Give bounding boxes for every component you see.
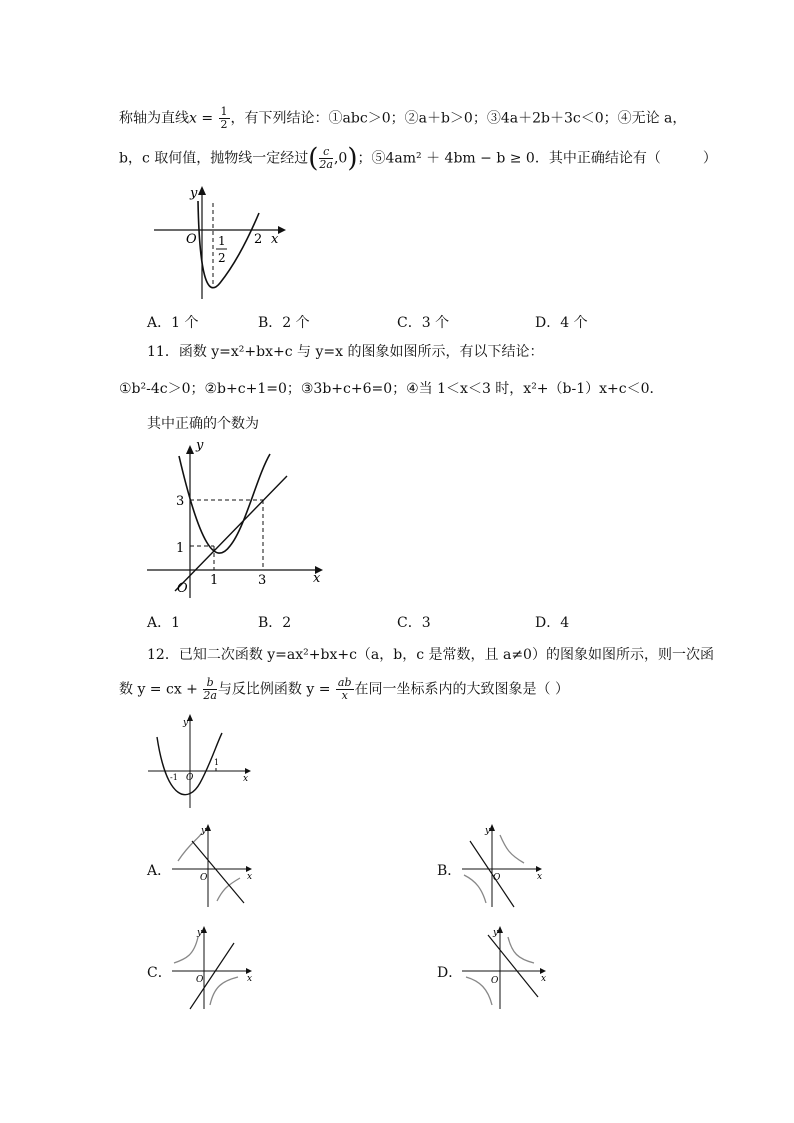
q12-ab-over-x (336, 677, 354, 702)
q10-half-den: 2 (220, 118, 228, 131)
q10-line2-tail: ；⑤4am² ＋ 4bm − b ≥ 0．其中正确结论有（ ） (357, 150, 717, 167)
q10-point-num: c (319, 146, 333, 159)
q10-point-fraction (319, 146, 333, 171)
q12-d-origin: O (491, 976, 499, 986)
q12-option-a-graph[interactable] (168, 823, 258, 908)
q12-option-b-label[interactable]: B． (437, 863, 462, 879)
q12-a-origin: O (200, 873, 208, 883)
q11-option-c[interactable]: C．3 (397, 615, 431, 631)
q12-graph-x-label: x (243, 774, 249, 784)
q12-option-a-label[interactable]: A． (147, 863, 172, 879)
q12-a-x-label: x (247, 872, 253, 882)
q12-option-d-graph[interactable] (458, 925, 558, 1010)
q10-line-1 (119, 106, 686, 131)
q12-option-b-graph[interactable] (458, 823, 548, 908)
q11-graph-tick-x3: 3 (258, 573, 267, 588)
q12-b-y-label: y (485, 826, 491, 836)
q10-axis-var: x (189, 110, 197, 127)
q11-graph-y-label: y (196, 438, 204, 453)
q12-quadratic-graph (145, 713, 255, 808)
q11-option-d[interactable]: D．4 (535, 615, 570, 631)
q10-graph-half-num: 1 (218, 234, 226, 248)
q10-option-c[interactable]: C．3 个 (397, 315, 450, 331)
q12-stem: 12．已知二次函数 y=ax²+bx+c（a，b，c 是常数，且 a≠0）的图象如图所示，则一次函 (147, 647, 714, 663)
q10-line1-lead: 称轴为直线 (119, 110, 189, 127)
q12-line2-tail: 在同一坐标系内的大致图象是（ ） (354, 681, 569, 698)
q11-ask: 其中正确的个数为 (147, 416, 259, 432)
q12-b-x-label: x (537, 872, 543, 882)
q10-equals: = (196, 110, 218, 127)
q10-graph-x-label: x (271, 232, 279, 247)
q10-line-2 (119, 143, 717, 174)
q12-c-origin: O (196, 975, 204, 985)
q12-b-den: 2a (203, 689, 217, 702)
q11-option-a[interactable]: A．1 (147, 615, 181, 631)
q10-graph-y-label: y (190, 186, 198, 201)
q10-point-tail: ,0 (333, 150, 348, 167)
q12-b-over-2a (203, 677, 217, 702)
q12-linear-fn-lead: 数 y = cx + (119, 681, 203, 698)
q10-point-den: 2a (319, 158, 333, 171)
q10-line1-mid: ，有下列结论： (230, 110, 329, 127)
q11-conclusions: ①b²-4c＞0；②b+c+1=0；③3b+c+6=0；④当 1＜x＜3 时，x²+（b-1）x+c＜0． (119, 381, 664, 397)
q12-a-y-label: y (201, 826, 207, 836)
q10-graph-origin: O (186, 232, 197, 247)
q10-option-b[interactable]: B．2 个 (258, 315, 310, 331)
q11-graph (145, 436, 335, 596)
q12-b-num: b (203, 677, 217, 690)
q11-graph-tick-y3: 3 (176, 494, 185, 509)
q10-parabola-graph (150, 183, 290, 303)
q11-graph-tick-x1: 1 (210, 573, 219, 588)
q12-option-c-graph[interactable] (168, 925, 258, 1010)
q12-graph-tick-p1: 1 (214, 758, 220, 767)
q10-graph-two: 2 (254, 232, 263, 247)
q11-graph-origin: O (177, 581, 188, 596)
q12-d-y-label: y (493, 928, 499, 938)
q12-inverse-lead: 与反比例函数 y = (217, 681, 335, 698)
q10-option-a[interactable]: A．1 个 (147, 315, 199, 331)
q10-line2-lead: b，c 取何值，抛物线一定经过 (119, 150, 309, 167)
q10-graph-half-den: 2 (218, 251, 226, 265)
q10-paren-close: ) (347, 143, 358, 174)
q12-d-x-label: x (541, 974, 547, 984)
q12-graph-tick-m1: -1 (170, 773, 178, 782)
q10-half-num: 1 (220, 105, 228, 118)
q12-option-d-label[interactable]: D． (437, 965, 463, 981)
q11-stem: 11．函数 y=x²+bx+c 与 y=x 的图象如图所示，有以下结论： (147, 344, 544, 360)
q12-graph-y-label: y (183, 718, 189, 728)
q12-option-c-label[interactable]: C． (147, 965, 172, 981)
q10-half-fraction (219, 106, 230, 131)
q10-paren-open: ( (308, 143, 319, 174)
q11-graph-tick-y1: 1 (176, 541, 185, 556)
q10-option-d[interactable]: D．4 个 (535, 315, 588, 331)
q12-line-2 (119, 677, 569, 702)
q11-option-b[interactable]: B．2 (258, 615, 292, 631)
q12-ab-den: x (341, 689, 348, 702)
q12-b-origin: O (493, 873, 501, 883)
q10-conclusions-1-4: ①abc＞0；②a＋b＞0；③4a＋2b＋3c＜0；④无论 a， (328, 110, 687, 127)
q12-c-x-label: x (247, 974, 253, 984)
q11-graph-x-label: x (313, 571, 321, 586)
q12-c-y-label: y (197, 928, 203, 938)
q12-graph-origin: O (186, 773, 194, 783)
q12-ab-num: ab (337, 676, 352, 689)
